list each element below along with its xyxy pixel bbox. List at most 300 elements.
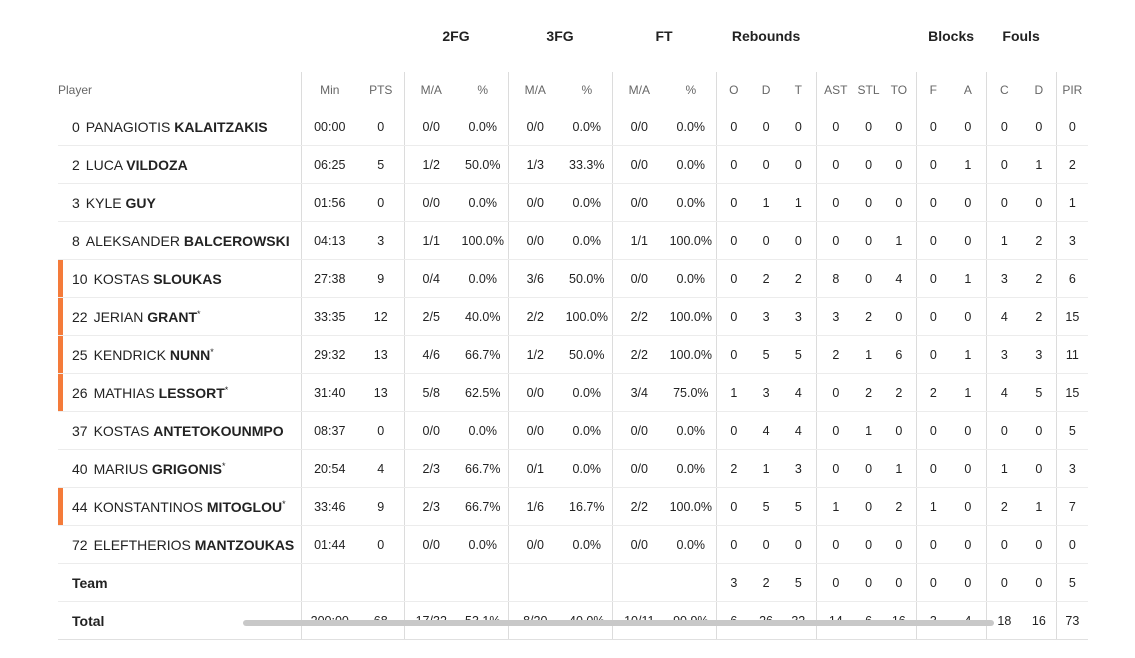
stat-ft-ma: 0/0	[612, 260, 666, 298]
player-last-name: LESSORT	[158, 384, 225, 401]
stat-2fg-pct: 0.0%	[458, 260, 508, 298]
stat-pir: 6	[1056, 260, 1088, 298]
stat-to: 0	[882, 412, 916, 450]
player-number: 44	[72, 498, 88, 515]
player-first-name: KYLE	[85, 194, 122, 211]
stat-to: 1	[882, 450, 916, 488]
stat-to: 0	[882, 184, 916, 222]
table-row	[58, 450, 1088, 488]
stat-reb-o: 0	[716, 108, 751, 146]
stat-foul-c: 18	[986, 602, 1022, 640]
stat-pts: 13	[358, 374, 404, 412]
stat-ft-pct: 0.0%	[666, 108, 716, 146]
player-star-marker: *	[282, 498, 286, 509]
stat-to: 0	[882, 146, 916, 184]
column-header-ft-pct[interactable]: %	[685, 83, 697, 97]
stat-2fg-pct: 66.7%	[458, 488, 508, 526]
stat-reb-o: 1	[716, 374, 751, 412]
stat-pir: 15	[1056, 298, 1088, 336]
column-header-pir[interactable]: PIR	[1056, 72, 1088, 108]
total-label: Total	[72, 612, 105, 629]
stat-ft-ma: 0/0	[612, 184, 666, 222]
column-header-ft-ma[interactable]: M/A	[612, 72, 666, 108]
player-first-name: PANAGIOTIS	[85, 118, 171, 135]
stat-3fg-ma: 0/0	[508, 108, 562, 146]
table-row	[58, 260, 1088, 298]
stat-2fg-pct: 100.0%	[458, 222, 508, 260]
stat-min: 20:54	[301, 450, 358, 488]
stat-3fg-pct: 50.0%	[562, 336, 612, 374]
team-label: Team	[72, 574, 108, 591]
group-header-3fg: 3FG	[546, 28, 574, 44]
box-score	[58, 0, 1088, 658]
stat-foul-c: 2	[986, 488, 1022, 526]
column-header-foul-d[interactable]: D	[1034, 83, 1044, 97]
player-number: 8	[72, 232, 80, 249]
stat-stl: 0	[855, 260, 882, 298]
column-header-3fg-ma[interactable]: M/A	[508, 72, 562, 108]
stat-ast: 2	[816, 336, 855, 374]
stat-ft-ma: 0/0	[612, 412, 666, 450]
stat-blk-a: 0	[950, 412, 986, 450]
stat-2fg-pct: 40.0%	[458, 298, 508, 336]
stat-3fg-ma: 0/0	[508, 374, 562, 412]
group-header-blocks: Blocks	[928, 28, 975, 44]
stat-ft-pct: 100.0%	[666, 298, 716, 336]
stat-pts: 4	[358, 450, 404, 488]
stat-pts: 9	[358, 488, 404, 526]
stat-ft-pct: 0.0%	[666, 260, 716, 298]
column-header-min[interactable]: Min	[301, 72, 358, 108]
stat-reb-o: 2	[716, 450, 751, 488]
player-number: 10	[72, 270, 88, 287]
stat-reb-o: 0	[716, 298, 751, 336]
stat-ft-pct: 100.0%	[666, 222, 716, 260]
stat-min: 27:38	[301, 260, 358, 298]
stat-pir: 5	[1056, 412, 1088, 450]
stat-reb-t: 3	[781, 298, 816, 336]
column-header-row	[58, 72, 1088, 108]
stat-ft-pct	[666, 564, 716, 602]
stat-stl: 0	[855, 222, 882, 260]
player-last-name: ANTETOKOUNMPO	[153, 422, 284, 439]
player-last-name: BALCEROWSKI	[183, 232, 290, 249]
stat-min: 33:46	[301, 488, 358, 526]
stat-reb-d: 5	[751, 336, 781, 374]
stat-to: 6	[882, 336, 916, 374]
stat-reb-o: 0	[716, 184, 751, 222]
stat-min	[301, 564, 358, 602]
column-header-stl[interactable]: STL	[857, 83, 880, 97]
player-cell[interactable]	[58, 526, 301, 564]
player-first-name: ELEFTHERIOS	[93, 536, 191, 553]
player-cell[interactable]	[58, 222, 301, 260]
stat-blk-a: 1	[950, 146, 986, 184]
player-first-name: KOSTAS	[93, 270, 150, 287]
stat-reb-d: 1	[751, 184, 781, 222]
stat-min: 08:37	[301, 412, 358, 450]
player-first-name: KOSTAS	[93, 422, 150, 439]
stat-3fg-ma: 0/0	[508, 222, 562, 260]
stat-3fg-pct: 16.7%	[562, 488, 612, 526]
stat-3fg-ma: 0/1	[508, 450, 562, 488]
stat-ft-ma: 2/2	[612, 488, 666, 526]
stat-ft-pct: 0.0%	[666, 146, 716, 184]
stat-pts: 0	[358, 412, 404, 450]
stat-blk-a: 0	[950, 298, 986, 336]
player-first-name: KENDRICK	[93, 346, 166, 363]
stat-reb-d: 0	[751, 108, 781, 146]
stat-reb-t: 1	[781, 184, 816, 222]
player-number: 72	[72, 536, 88, 553]
stat-ast: 0	[816, 222, 855, 260]
stat-2fg-pct: 62.5%	[458, 374, 508, 412]
player-cell[interactable]	[58, 450, 301, 488]
stat-foul-c: 1	[986, 450, 1022, 488]
stat-3fg-pct: 50.0%	[562, 260, 612, 298]
player-cell[interactable]	[58, 146, 301, 184]
stat-3fg-pct: 0.0%	[562, 222, 612, 260]
player-number: 2	[72, 156, 80, 173]
stat-ft-ma: 0/0	[612, 526, 666, 564]
stat-stl: 0	[855, 526, 882, 564]
stat-blk-f: 0	[916, 108, 950, 146]
stat-stl: 0	[855, 488, 882, 526]
stat-ast: 0	[816, 526, 855, 564]
player-last-name: MANTZOUKAS	[194, 536, 295, 553]
stat-blk-a: 1	[950, 336, 986, 374]
stat-stl: 2	[855, 374, 882, 412]
stat-reb-t: 0	[781, 222, 816, 260]
stat-2fg-pct: 0.0%	[458, 108, 508, 146]
stat-2fg-ma: 0/0	[404, 526, 458, 564]
box-score-table	[58, 0, 1088, 640]
team-row	[58, 564, 1088, 602]
stat-reb-d: 0	[751, 222, 781, 260]
stat-2fg-pct: 50.0%	[458, 146, 508, 184]
stat-min: 01:44	[301, 526, 358, 564]
stat-to: 2	[882, 374, 916, 412]
stat-pir: 0	[1056, 108, 1088, 146]
stat-2fg-ma: 4/6	[404, 336, 458, 374]
stat-pts: 0	[358, 184, 404, 222]
player-last-name: NUNN	[169, 346, 211, 363]
stat-2fg-ma: 2/5	[404, 298, 458, 336]
player-last-name: GUY	[125, 194, 156, 211]
column-header-blk-f[interactable]: F	[916, 72, 950, 108]
stat-ast: 0	[816, 564, 855, 602]
stat-3fg-ma: 3/6	[508, 260, 562, 298]
stat-pir: 1	[1056, 184, 1088, 222]
stat-2fg-ma: 5/8	[404, 374, 458, 412]
stat-ast: 0	[816, 450, 855, 488]
column-header-blk-a[interactable]: A	[963, 83, 972, 97]
stat-blk-f: 0	[916, 336, 950, 374]
stat-blk-f: 0	[916, 298, 950, 336]
stat-pts: 13	[358, 336, 404, 374]
table-row	[58, 488, 1088, 526]
group-header-ft: FT	[655, 28, 673, 44]
stat-pts: 0	[358, 526, 404, 564]
player-cell[interactable]	[58, 108, 301, 146]
stat-ast: 1	[816, 488, 855, 526]
stat-blk-f: 0	[916, 184, 950, 222]
column-header-ast[interactable]: AST	[816, 72, 855, 108]
stat-pir: 11	[1056, 336, 1088, 374]
player-last-name: SLOUKAS	[153, 270, 222, 287]
player-last-name: GRIGONIS	[151, 460, 222, 477]
column-header-player[interactable]: Player	[58, 83, 93, 97]
stat-ast: 3	[816, 298, 855, 336]
stat-foul-c: 4	[986, 374, 1022, 412]
stat-ast: 0	[816, 374, 855, 412]
stat-2fg-pct: 0.0%	[458, 412, 508, 450]
group-header-2fg: 2FG	[442, 28, 470, 44]
player-cell[interactable]	[58, 260, 301, 298]
stat-blk-f: 0	[916, 564, 950, 602]
stat-3fg-pct: 0.0%	[562, 526, 612, 564]
column-header-reb-t[interactable]: T	[794, 83, 802, 97]
column-header-2fg-ma[interactable]: M/A	[404, 72, 458, 108]
stat-stl: 1	[855, 336, 882, 374]
stat-ft-ma: 0/0	[612, 146, 666, 184]
stat-2fg-pct: 66.7%	[458, 336, 508, 374]
table-row	[58, 374, 1088, 412]
team-label-cell	[58, 564, 301, 602]
stat-foul-c: 0	[986, 146, 1022, 184]
stat-ft-ma: 2/2	[612, 336, 666, 374]
stat-foul-d: 0	[1022, 184, 1056, 222]
player-cell[interactable]	[58, 336, 301, 374]
stat-ft-ma: 1/1	[612, 222, 666, 260]
stat-foul-d: 1	[1022, 146, 1056, 184]
stat-pir: 7	[1056, 488, 1088, 526]
table-body	[58, 108, 1088, 640]
stat-blk-a: 1	[950, 260, 986, 298]
stat-2fg-ma: 2/3	[404, 488, 458, 526]
stat-ft-ma: 0/0	[612, 450, 666, 488]
stat-reb-o: 0	[716, 146, 751, 184]
stat-reb-o: 0	[716, 488, 751, 526]
stat-blk-a: 0	[950, 564, 986, 602]
table-row	[58, 526, 1088, 564]
stat-foul-c: 0	[986, 184, 1022, 222]
table-row	[58, 336, 1088, 374]
stat-foul-c: 0	[986, 526, 1022, 564]
stat-reb-d: 1	[751, 450, 781, 488]
stat-foul-c: 0	[986, 108, 1022, 146]
stat-3fg-ma	[508, 564, 562, 602]
column-header-foul-c[interactable]: C	[986, 72, 1022, 108]
player-last-name: VILDOZA	[126, 156, 188, 173]
stat-min: 06:25	[301, 146, 358, 184]
column-header-2fg-pct[interactable]: %	[477, 83, 489, 97]
player-number: 40	[72, 460, 88, 477]
player-first-name: MARIUS	[93, 460, 149, 477]
player-cell[interactable]	[58, 298, 301, 336]
player-cell[interactable]	[58, 412, 301, 450]
stat-reb-t: 0	[781, 526, 816, 564]
stat-pir: 0	[1056, 526, 1088, 564]
stat-pts: 3	[358, 222, 404, 260]
stat-blk-a: 1	[950, 374, 986, 412]
stat-ft-ma	[612, 564, 666, 602]
stat-reb-t: 3	[781, 450, 816, 488]
stat-2fg-ma	[404, 564, 458, 602]
player-first-name: LUCA	[85, 156, 123, 173]
stat-reb-t: 5	[781, 488, 816, 526]
stat-2fg-ma: 1/2	[404, 146, 458, 184]
stat-ft-pct: 100.0%	[666, 336, 716, 374]
stat-reb-o: 0	[716, 412, 751, 450]
group-header-fouls: Fouls	[1002, 28, 1040, 44]
column-header-reb-d[interactable]: D	[761, 83, 771, 97]
stat-reb-d: 4	[751, 412, 781, 450]
stat-to: 0	[882, 298, 916, 336]
stat-foul-d: 0	[1022, 450, 1056, 488]
table-row	[58, 108, 1088, 146]
table-row	[58, 146, 1088, 184]
stat-pts	[358, 564, 404, 602]
stat-ft-pct: 0.0%	[666, 450, 716, 488]
stat-3fg-pct: 100.0%	[562, 298, 612, 336]
stat-foul-c: 3	[986, 336, 1022, 374]
player-star-marker: *	[197, 308, 201, 319]
stat-pir: 5	[1056, 564, 1088, 602]
stat-pir: 3	[1056, 222, 1088, 260]
stat-blk-f: 0	[916, 412, 950, 450]
player-first-name: KONSTANTINOS	[93, 498, 203, 515]
table-row	[58, 222, 1088, 260]
player-number: 26	[72, 384, 88, 401]
stat-blk-f: 1	[916, 488, 950, 526]
stat-foul-d: 0	[1022, 526, 1056, 564]
stat-3fg-ma: 2/2	[508, 298, 562, 336]
stat-min: 29:32	[301, 336, 358, 374]
stat-stl: 0	[855, 450, 882, 488]
stat-2fg-pct	[458, 564, 508, 602]
player-last-name: MITOGLOU	[206, 498, 283, 515]
stat-3fg-pct: 33.3%	[562, 146, 612, 184]
stat-foul-c: 3	[986, 260, 1022, 298]
stat-blk-f: 0	[916, 146, 950, 184]
player-cell[interactable]	[58, 184, 301, 222]
stat-2fg-ma: 2/3	[404, 450, 458, 488]
stat-2fg-ma: 0/4	[404, 260, 458, 298]
player-number: 3	[72, 194, 80, 211]
stat-min: 33:35	[301, 298, 358, 336]
player-star-marker: *	[224, 384, 229, 395]
stat-foul-c: 4	[986, 298, 1022, 336]
stat-3fg-ma: 0/0	[508, 184, 562, 222]
column-header-3fg-pct[interactable]: %	[581, 83, 593, 97]
stat-blk-f: 2	[916, 374, 950, 412]
stat-ast: 8	[816, 260, 855, 298]
column-header-pts[interactable]: PTS	[369, 83, 393, 97]
player-last-name: KALAITZAKIS	[174, 118, 268, 135]
stat-pts: 0	[358, 108, 404, 146]
stat-foul-d: 0	[1022, 412, 1056, 450]
stat-to: 1	[882, 222, 916, 260]
table-row	[58, 184, 1088, 222]
stat-3fg-ma: 1/6	[508, 488, 562, 526]
stat-3fg-ma: 1/3	[508, 146, 562, 184]
stat-blk-a: 0	[950, 108, 986, 146]
stat-foul-d: 5	[1022, 374, 1056, 412]
stat-3fg-pct	[562, 564, 612, 602]
stat-stl: 2	[855, 298, 882, 336]
stat-reb-o: 3	[716, 564, 751, 602]
player-cell[interactable]	[58, 488, 301, 526]
table-row	[58, 412, 1088, 450]
player-first-name: JERIAN	[93, 308, 144, 325]
stat-reb-d: 3	[751, 298, 781, 336]
stat-pir: 73	[1056, 602, 1088, 640]
stat-foul-d: 0	[1022, 564, 1056, 602]
stat-pir: 2	[1056, 146, 1088, 184]
stat-ft-pct: 100.0%	[666, 488, 716, 526]
stat-3fg-pct: 0.0%	[562, 450, 612, 488]
stat-foul-d: 2	[1022, 298, 1056, 336]
horizontal-scrollbar[interactable]	[243, 620, 994, 626]
stat-to: 4	[882, 260, 916, 298]
stat-reb-t: 0	[781, 108, 816, 146]
player-cell[interactable]	[58, 374, 301, 412]
stat-min: 04:13	[301, 222, 358, 260]
stat-pts: 12	[358, 298, 404, 336]
stat-stl: 1	[855, 412, 882, 450]
stat-3fg-ma: 0/0	[508, 526, 562, 564]
player-number: 25	[72, 346, 88, 363]
stat-min: 31:40	[301, 374, 358, 412]
column-header-reb-o[interactable]: O	[716, 72, 751, 108]
player-number: 22	[72, 308, 88, 325]
stat-3fg-pct: 0.0%	[562, 412, 612, 450]
stat-min: 01:56	[301, 184, 358, 222]
stat-reb-t: 2	[781, 260, 816, 298]
stat-foul-d: 1	[1022, 488, 1056, 526]
stat-to: 0	[882, 526, 916, 564]
player-star-marker: *	[221, 460, 226, 471]
group-header-row	[58, 0, 1088, 72]
stat-foul-c: 0	[986, 564, 1022, 602]
stat-blk-a: 0	[950, 450, 986, 488]
stat-foul-d: 3	[1022, 336, 1056, 374]
stat-3fg-ma: 0/0	[508, 412, 562, 450]
stat-ft-ma: 2/2	[612, 298, 666, 336]
stat-3fg-ma: 1/2	[508, 336, 562, 374]
stat-foul-d: 0	[1022, 108, 1056, 146]
stat-blk-f: 0	[916, 526, 950, 564]
stat-stl: 0	[855, 146, 882, 184]
stat-foul-c: 1	[986, 222, 1022, 260]
stat-3fg-pct: 0.0%	[562, 184, 612, 222]
stat-reb-d: 0	[751, 146, 781, 184]
stat-ft-pct: 75.0%	[666, 374, 716, 412]
stat-ast: 0	[816, 146, 855, 184]
stat-reb-t: 4	[781, 412, 816, 450]
stat-foul-d: 2	[1022, 260, 1056, 298]
stat-pir: 3	[1056, 450, 1088, 488]
stat-ast: 0	[816, 108, 855, 146]
stat-ft-ma: 3/4	[612, 374, 666, 412]
column-header-to[interactable]: TO	[890, 83, 908, 97]
stat-blk-a: 0	[950, 526, 986, 564]
stat-foul-c: 0	[986, 412, 1022, 450]
stat-min: 00:00	[301, 108, 358, 146]
stat-reb-d: 3	[751, 374, 781, 412]
stat-reb-o: 0	[716, 336, 751, 374]
